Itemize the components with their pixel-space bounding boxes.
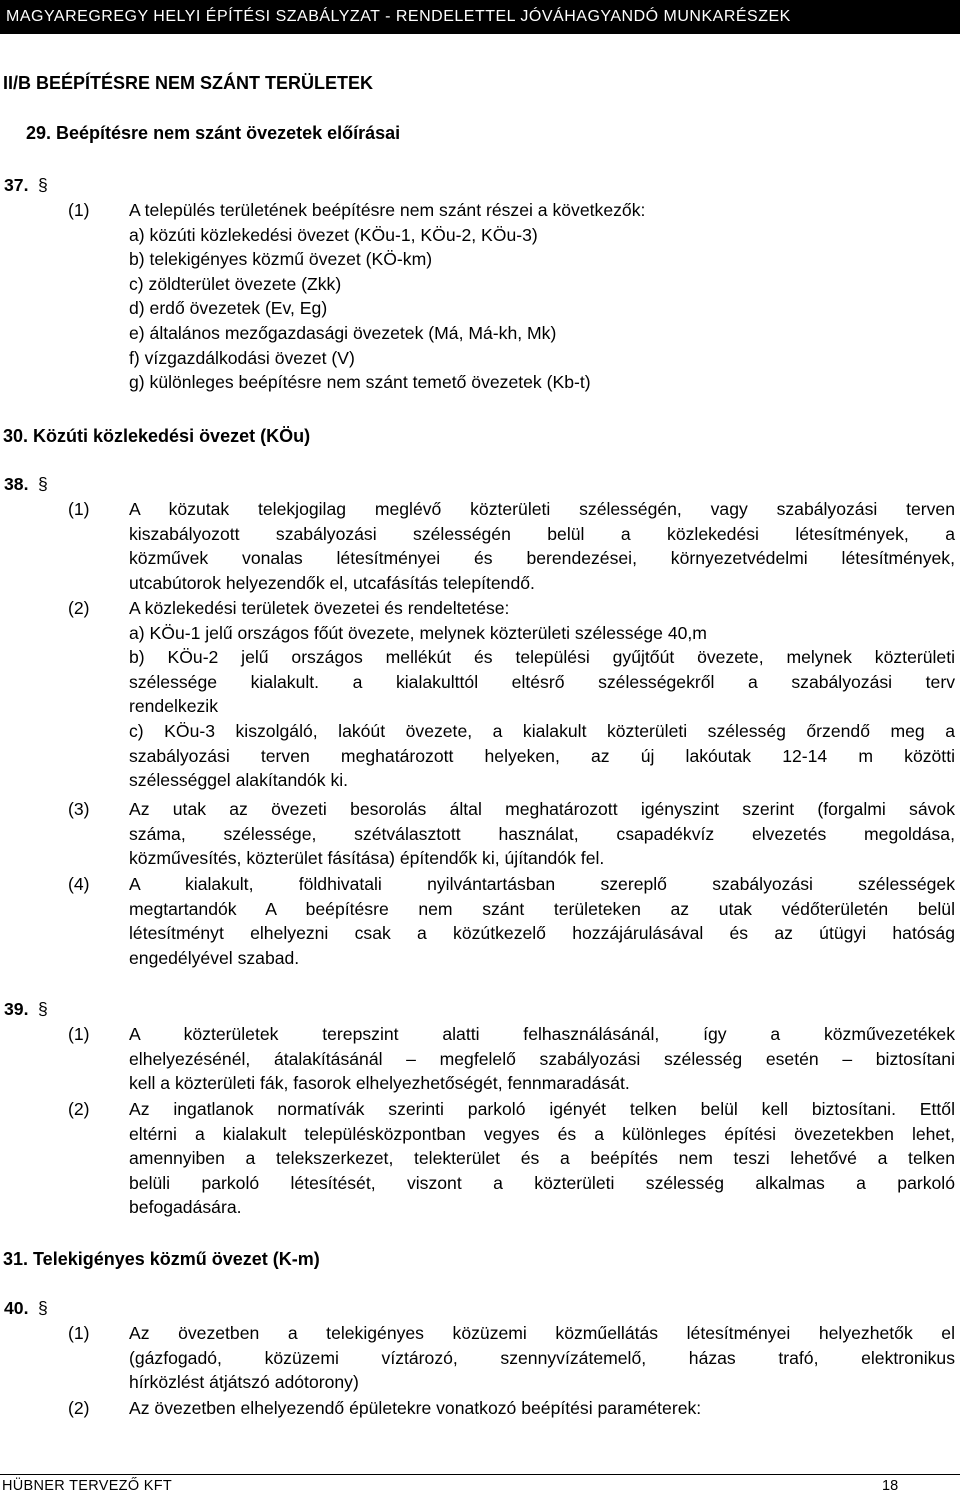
text-line: elhelyezésénél, átalakításánál – megfelelő szabályozási szélesség esetén – biztosítani: [129, 1048, 955, 1069]
text-line: amennyiben a telekszerkezet, telekterület és a beépítés nem teszi lehetővé a telken: [129, 1148, 955, 1169]
point-number: (2): [68, 598, 90, 618]
text-line: szabályozási terven meghatározott helyeken, az új lakóutak 12-14 m közötti: [129, 745, 955, 766]
paragraph-number: 37.: [4, 175, 29, 195]
point-text: [129, 1396, 955, 1421]
text-line: közművek vonalas létesítményei és berendezései, környezetvédelmi létesítmények,: [129, 548, 955, 569]
text-line: kiszabályozott szabályozási szélességén belül a közlekedési létesítmények, a: [129, 523, 955, 544]
text-line: Az utak az övezeti besorolás által meghatározott igényszint szerint (forgalmi sávok: [129, 799, 955, 819]
text-line: befogadására.: [129, 1197, 242, 1218]
section-mark: §: [38, 1298, 48, 1318]
text-line: (gázfogadó, közüzemi víztározó, szennyvízátemelő, házas trafó, elektronikus: [129, 1347, 955, 1368]
paragraph-number: 38.: [4, 474, 29, 494]
point-text: [129, 1321, 955, 1395]
point-number: (2): [68, 1099, 90, 1119]
text-line: száma, szélessége, szétválasztott használat, csapadékvíz elvezetés megoldása,: [129, 823, 955, 844]
text-line: szélessége kialakult. a kialakulttól eltésrő szélességekről a szabályozási terv: [129, 671, 955, 692]
section-29-title: 29. Beépítésre nem szánt övezetek előírásai: [26, 123, 401, 143]
text-line: hírközlést átjátszó adótorony): [129, 1372, 359, 1393]
paragraph-number: 40.: [4, 1298, 29, 1318]
text-line: a) KÖu-1 jelű országos főút övezete, melynek közterületi szélessége 40,m: [129, 622, 707, 643]
point-number: (1): [68, 499, 90, 519]
text-line: közművesítés, közterület fásítása) építendők ki, újítandók fel.: [129, 848, 605, 869]
list-item: a) közúti közlekedési övezet (KÖu-1, KÖu-2, KÖu-3): [129, 224, 538, 245]
point-text: [129, 797, 955, 871]
list-intro: A település területének beépítésre nem szánt részei a következők:: [129, 200, 646, 220]
list-item: b) telekigényes közmű övezet (KÖ-km): [129, 249, 433, 270]
point-number: (1): [68, 1024, 90, 1044]
page-header: MAGYAREGREGY HELYI ÉPÍTÉSI SZABÁLYZAT - RENDELETTEL JÓVÁHAGYANDÓ MUNKARÉSZEK: [0, 0, 960, 34]
text-line: rendelkezik: [129, 696, 218, 717]
text-line: utcabútorok helyezendők el, utcafásítás telepítendő.: [129, 572, 535, 593]
text-line: c) KÖu-3 kiszolgáló, lakóút övezete, a kialakult közterületi szélesség őrzendő meg a: [129, 720, 955, 741]
text-line: kell a közterületi fák, fasorok elhelyezhetőségét, fennmaradását.: [129, 1073, 630, 1094]
section-mark: §: [38, 175, 48, 195]
footer-divider: [0, 1474, 960, 1475]
text-line: b) KÖu-2 jelű országos mellékút és települési gyűjtőút övezete, melynek közterületi: [129, 647, 955, 668]
text-line: engedélyével szabad.: [129, 947, 300, 968]
point-number: (3): [68, 799, 90, 819]
point-text: [129, 1022, 955, 1096]
list-item: d) erdő övezetek (Ev, Eg): [129, 298, 328, 319]
text-line: A kialakult, földhivatali nyilvántartásban szereplő szabályozási szélességek: [129, 874, 955, 894]
section-31-title: 31. Telekigényes közmű övezet (K-m): [3, 1249, 320, 1269]
text-line: A közterületek terepszint alatti felhasználásánál, így a közművezetékek: [129, 1024, 955, 1044]
text-line: A közutak telekjogilag meglévő közterületi szélességén, vagy szabályozási terven: [129, 499, 955, 519]
section-30-title: 30. Közúti közlekedési övezet (KÖu): [3, 426, 311, 446]
point-text: [129, 596, 955, 793]
list-item: g) különleges beépítésre nem szánt temető övezetek (Kb-t): [129, 372, 591, 393]
section-mark: §: [38, 474, 48, 494]
point-text: [129, 1097, 955, 1220]
point-text: [129, 198, 955, 395]
point-text: [129, 497, 955, 595]
list-item: c) zöldterület övezete (Zkk): [129, 273, 342, 294]
footer-page-number: 18: [882, 1478, 899, 1494]
text-line: megtartandók A beépítésre nem szánt területeken az utak védőterületén belül: [129, 898, 955, 919]
paragraph-number: 39.: [4, 999, 29, 1019]
text-line: Az övezetben elhelyezendő épületekre vonatkozó beépítési paraméterek:: [129, 1398, 702, 1418]
text-line: belüli parkoló létesítését, viszont a közterületi szélesség alkalmas a parkoló: [129, 1172, 955, 1193]
section-mark: §: [38, 999, 48, 1019]
text-line: Az ingatlanok normatívák szerinti parkoló igényét telken belül kell biztosítani. Ettől: [129, 1099, 955, 1119]
list-item: f) vízgazdálkodási övezet (V): [129, 347, 355, 368]
text-line: eltérni a kialakult településközpontban vegyes és a különleges építési övezetekben lehet,: [129, 1123, 955, 1144]
point-number: (4): [68, 874, 90, 894]
footer-company: HÜBNER TERVEZŐ KFT: [2, 1478, 173, 1494]
list-item: e) általános mezőgazdasági övezetek (Má, Má-kh, Mk): [129, 322, 557, 343]
text-line: Az övezetben a telekigényes közüzemi közműellátás létesítményei helyezhetők el: [129, 1323, 955, 1343]
text-line: A közlekedési területek övezetei és rendeltetése:: [129, 598, 510, 618]
point-number: (1): [68, 1323, 90, 1343]
point-number: (2): [68, 1398, 90, 1418]
part-title: II/B BEÉPÍTÉSRE NEM SZÁNT TERÜLETEK: [3, 73, 374, 93]
text-line: létesítményt elhelyezni csak a közútkezelő hozzájárulásával és az útügyi hatóság: [129, 923, 955, 944]
point-number: (1): [68, 200, 90, 220]
point-text: [129, 872, 955, 970]
text-line: szélességgel alakítandók ki.: [129, 770, 349, 791]
